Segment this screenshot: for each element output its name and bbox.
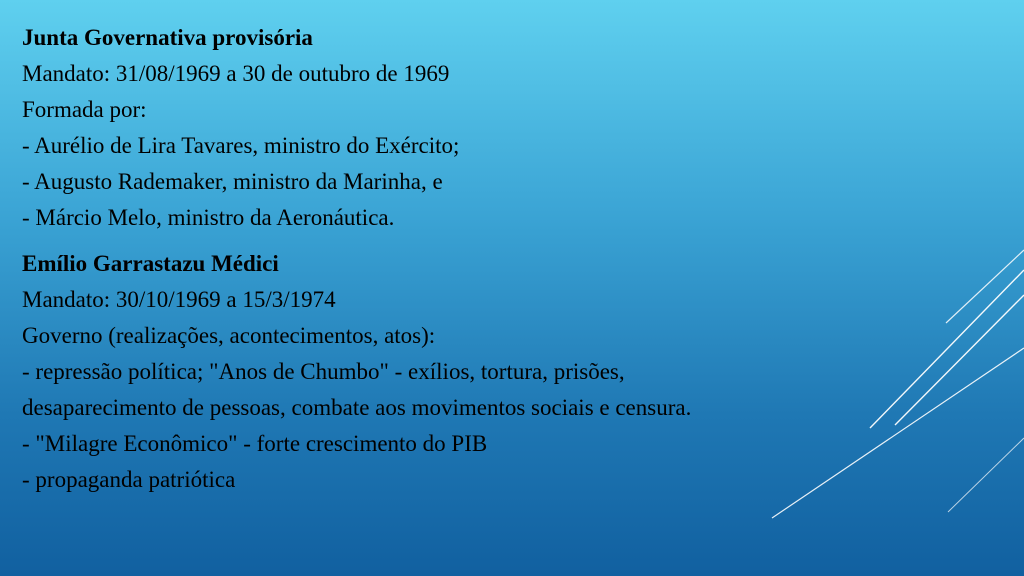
junta-member: - Márcio Melo, ministro da Aeronáutica. [22,205,395,230]
slide-content [22,20,922,498]
medici-governo: Governo (realizações, acontecimentos, atos): [22,323,436,348]
medici-title: Emílio Garrastazu Médici [22,251,279,276]
junta-title: Junta Governativa provisória [22,25,313,50]
junta-mandato: Mandato: 31/08/1969 a 30 de outubro de 1969 [22,61,450,86]
decorative-line [948,438,1024,512]
decorative-line [946,250,1024,323]
junta-section [22,20,922,236]
medici-item: - propaganda patriótica [22,467,236,492]
medici-section [22,246,922,498]
medici-item: - repressão política; "Anos de Chumbo" - exílios, tortura, prisões, [22,359,625,384]
junta-formada-por: Formada por: [22,97,147,122]
medici-item: - "Milagre Econômico" - forte crescimento do PIB [22,431,488,456]
junta-member: - Aurélio de Lira Tavares, ministro do Exército; [22,133,460,158]
junta-member: - Augusto Rademaker, ministro da Marinha, e [22,169,443,194]
medici-item: desaparecimento de pessoas, combate aos movimentos sociais e censura. [22,395,692,420]
medici-mandato: Mandato: 30/10/1969 a 15/3/1974 [22,287,336,312]
